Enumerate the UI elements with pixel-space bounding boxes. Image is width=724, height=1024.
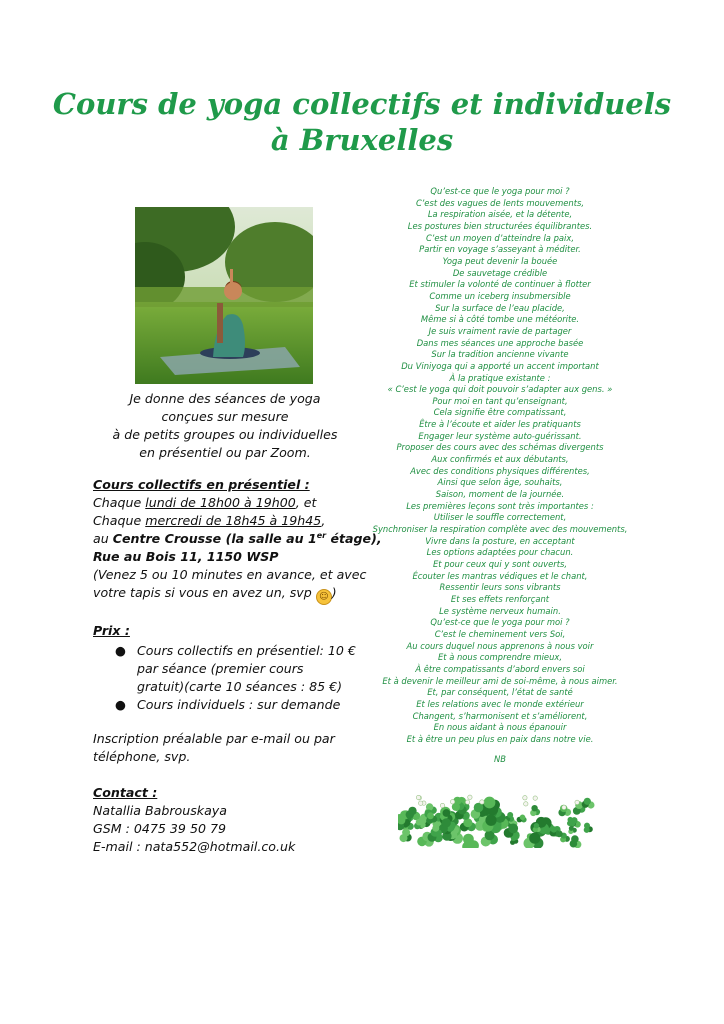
poem-line: Être à l’écoute et aider les pratiquants [419,419,581,430]
intro-line: Je donne des séances de yoga [129,391,321,406]
poem-line: Et ses effets renforçant [450,593,550,604]
poem-line: C’est le cheminement vers Soi, [434,628,566,639]
contact-name: Natallia Babrouskaya [93,803,227,818]
poem-line: De sauvetage crédible [452,267,548,278]
poem-line: Sur la surface de l’eau placide, [435,302,565,313]
price-line: Cours collectifs en présentiel: 10 € [137,643,356,658]
contact-email[interactable]: E-mail : nata552@hotmail.co.uk [93,839,296,854]
inscription-line: Inscription préalable par e-mail ou par [93,731,335,746]
schedule-monday-prefix: Chaque [93,495,146,510]
poem-line: Utiliser le souffle correctement, [433,512,567,523]
poem-line: Changent, s’harmonisent et s’améliorent, [412,710,588,721]
schedule-wednesday-suffix: , [321,513,326,528]
poem-line: Et à nous comprendre mieux, [437,652,563,663]
intro-line: conçues sur mesure [161,409,289,424]
poem-line: Pour moi en tant qu’enseignant, [432,395,568,406]
yoga-photo-illustration [135,207,313,384]
poem-line: Dans mes séances une approche basée [416,337,584,348]
poem-line: Aux confirmés et aux débutants, [431,454,569,465]
poem-line: Cela signifie être compatissant, [433,407,567,418]
poem-signature: NB [493,753,506,764]
inscription-line: téléphone, svp. [93,749,191,764]
intro-line: en présentiel ou par Zoom. [139,445,311,460]
poem-line: Qu’est-ce que le yoga pour moi ? [430,186,570,196]
yoga-photo [135,207,313,384]
schedule-wednesday: mercredi de 18h45 à 19h45 [145,513,322,528]
poem-line: À être compatissants d’abord envers soi [415,663,585,674]
price-item-collective [93,642,363,696]
intro-text [100,390,350,462]
contact-heading: Contact : [93,785,158,800]
schedule-monday: lundi de 18h00 à 19h00 [145,495,296,510]
poem-line: Les premières leçons sont très importantes : [406,500,594,511]
poem-line: « C’est le yoga qui doit pouvoir s’adapter aux gens. » [387,384,613,395]
clover-garland-icon [398,790,602,848]
prices-list [93,642,363,714]
mat-note-end: ) [331,585,337,600]
poem-line: Ainsi que selon âge, souhaits, [437,477,563,488]
collective-heading: Cours collectifs en présentiel : [93,477,310,492]
poem-line: Saison, moment de la journée. [435,489,565,500]
title-line-2: à Bruxelles [270,123,454,157]
inscription-section [93,730,363,766]
poem-line: Je suis vraiment ravie de partager [428,325,572,336]
venue-floor: étage), [326,531,382,546]
poem-line: Et, par conséquent, l’état de santé [427,687,573,698]
poem-line: Et stimuler la volonté de continuer à flotter [409,279,591,290]
bullet-icon: ● [115,643,126,658]
poem-line: Avec des conditions physiques différentes, [410,465,590,476]
contact-phone[interactable]: GSM : 0475 39 50 79 [93,821,227,836]
poem-line: Partir en voyage s’asseyant à méditer. [419,244,581,255]
poem-line: Yoga peut devenir la bouée [442,255,558,266]
schedule-wednesday-prefix: Chaque [93,513,146,528]
poem-line: Du Viniyoga qui a apporté un accent important [401,360,599,371]
poem-line: En nous aidant à nous épanouir [433,722,567,733]
poem-line: Ressentir leurs sons vibrants [439,582,561,593]
poem-line: Comme un iceberg insubmersible [429,290,571,301]
poem-line: Les postures bien structurées équilibrantes. [407,220,593,231]
poem-line: Et pour ceux qui y sont ouverts, [432,559,568,569]
price-line: par séance (premier cours [137,661,304,676]
prices-section [93,622,363,714]
poem-line: Le système nerveux humain. [439,605,561,616]
poem-line: Les options adaptées pour chacun. [426,547,574,558]
contact-section [93,784,363,856]
poem-line: Et les relations avec le monde extérieur [416,698,584,709]
mat-note: votre tapis si vous en avez un, svp [93,585,316,600]
price-line: gratuit)(carte 10 séances : 85 €) [137,679,343,694]
poem-line: La respiration aisée, et la détente, [427,209,573,220]
poem-line: Proposer des cours avec des schémas divergents [396,442,604,453]
poem-line: C’est des vagues de lents mouvements, [415,197,585,208]
floor-superscript: er [316,530,327,540]
arrival-note: (Venez 5 ou 10 minutes en avance, et avec [93,567,367,582]
bullet-icon: ● [115,697,126,712]
poem-line: Engager leur système auto-guérissant. [418,430,582,441]
poem-line: Synchroniser la respiration complète avec des mouvements, [372,524,628,535]
intro-line: à de petits groupes ou individuelles [112,427,338,442]
poem-line: Sur la tradition ancienne vivante [431,349,569,360]
venue-name: Centre Crousse (la salle au 1 [112,531,317,546]
schedule-monday-suffix: , et [295,495,317,510]
price-item-individual [93,696,363,714]
poem-line: Écouter les mantras védiques et le chant, [412,570,588,581]
venue-address: Rue au Bois 11, 1150 WSP [93,549,279,564]
poem-line: Et à être un peu plus en paix dans notre vie. [406,733,594,744]
poem-line: Qu’est-ce que le yoga pour moi ? [430,617,570,628]
poem-line: Au cours duquel nous apprenons à nous voir [406,640,594,651]
smiley-emoji-icon: ☺ [316,589,332,605]
collective-section [93,476,382,605]
page-title [0,86,724,158]
prices-heading: Prix : [93,623,130,638]
poem-line: Et à devenir le meilleur ami de soi-même, à nous aimer. [382,675,618,686]
poem-line: Vivre dans la posture, en acceptant [425,535,575,546]
poem-line: À la pratique existante : [449,372,551,383]
poem-line: Même si à côté tombe une météorite. [420,314,580,325]
venue-prefix: au [93,531,113,546]
poem-line: C’est un moyen d’atteindre la paix, [426,232,574,243]
yoga-poem [372,186,628,765]
title-line-1: Cours de yoga collectifs et individuels [52,87,672,121]
price-line: Cours individuels : sur demande [137,697,341,712]
